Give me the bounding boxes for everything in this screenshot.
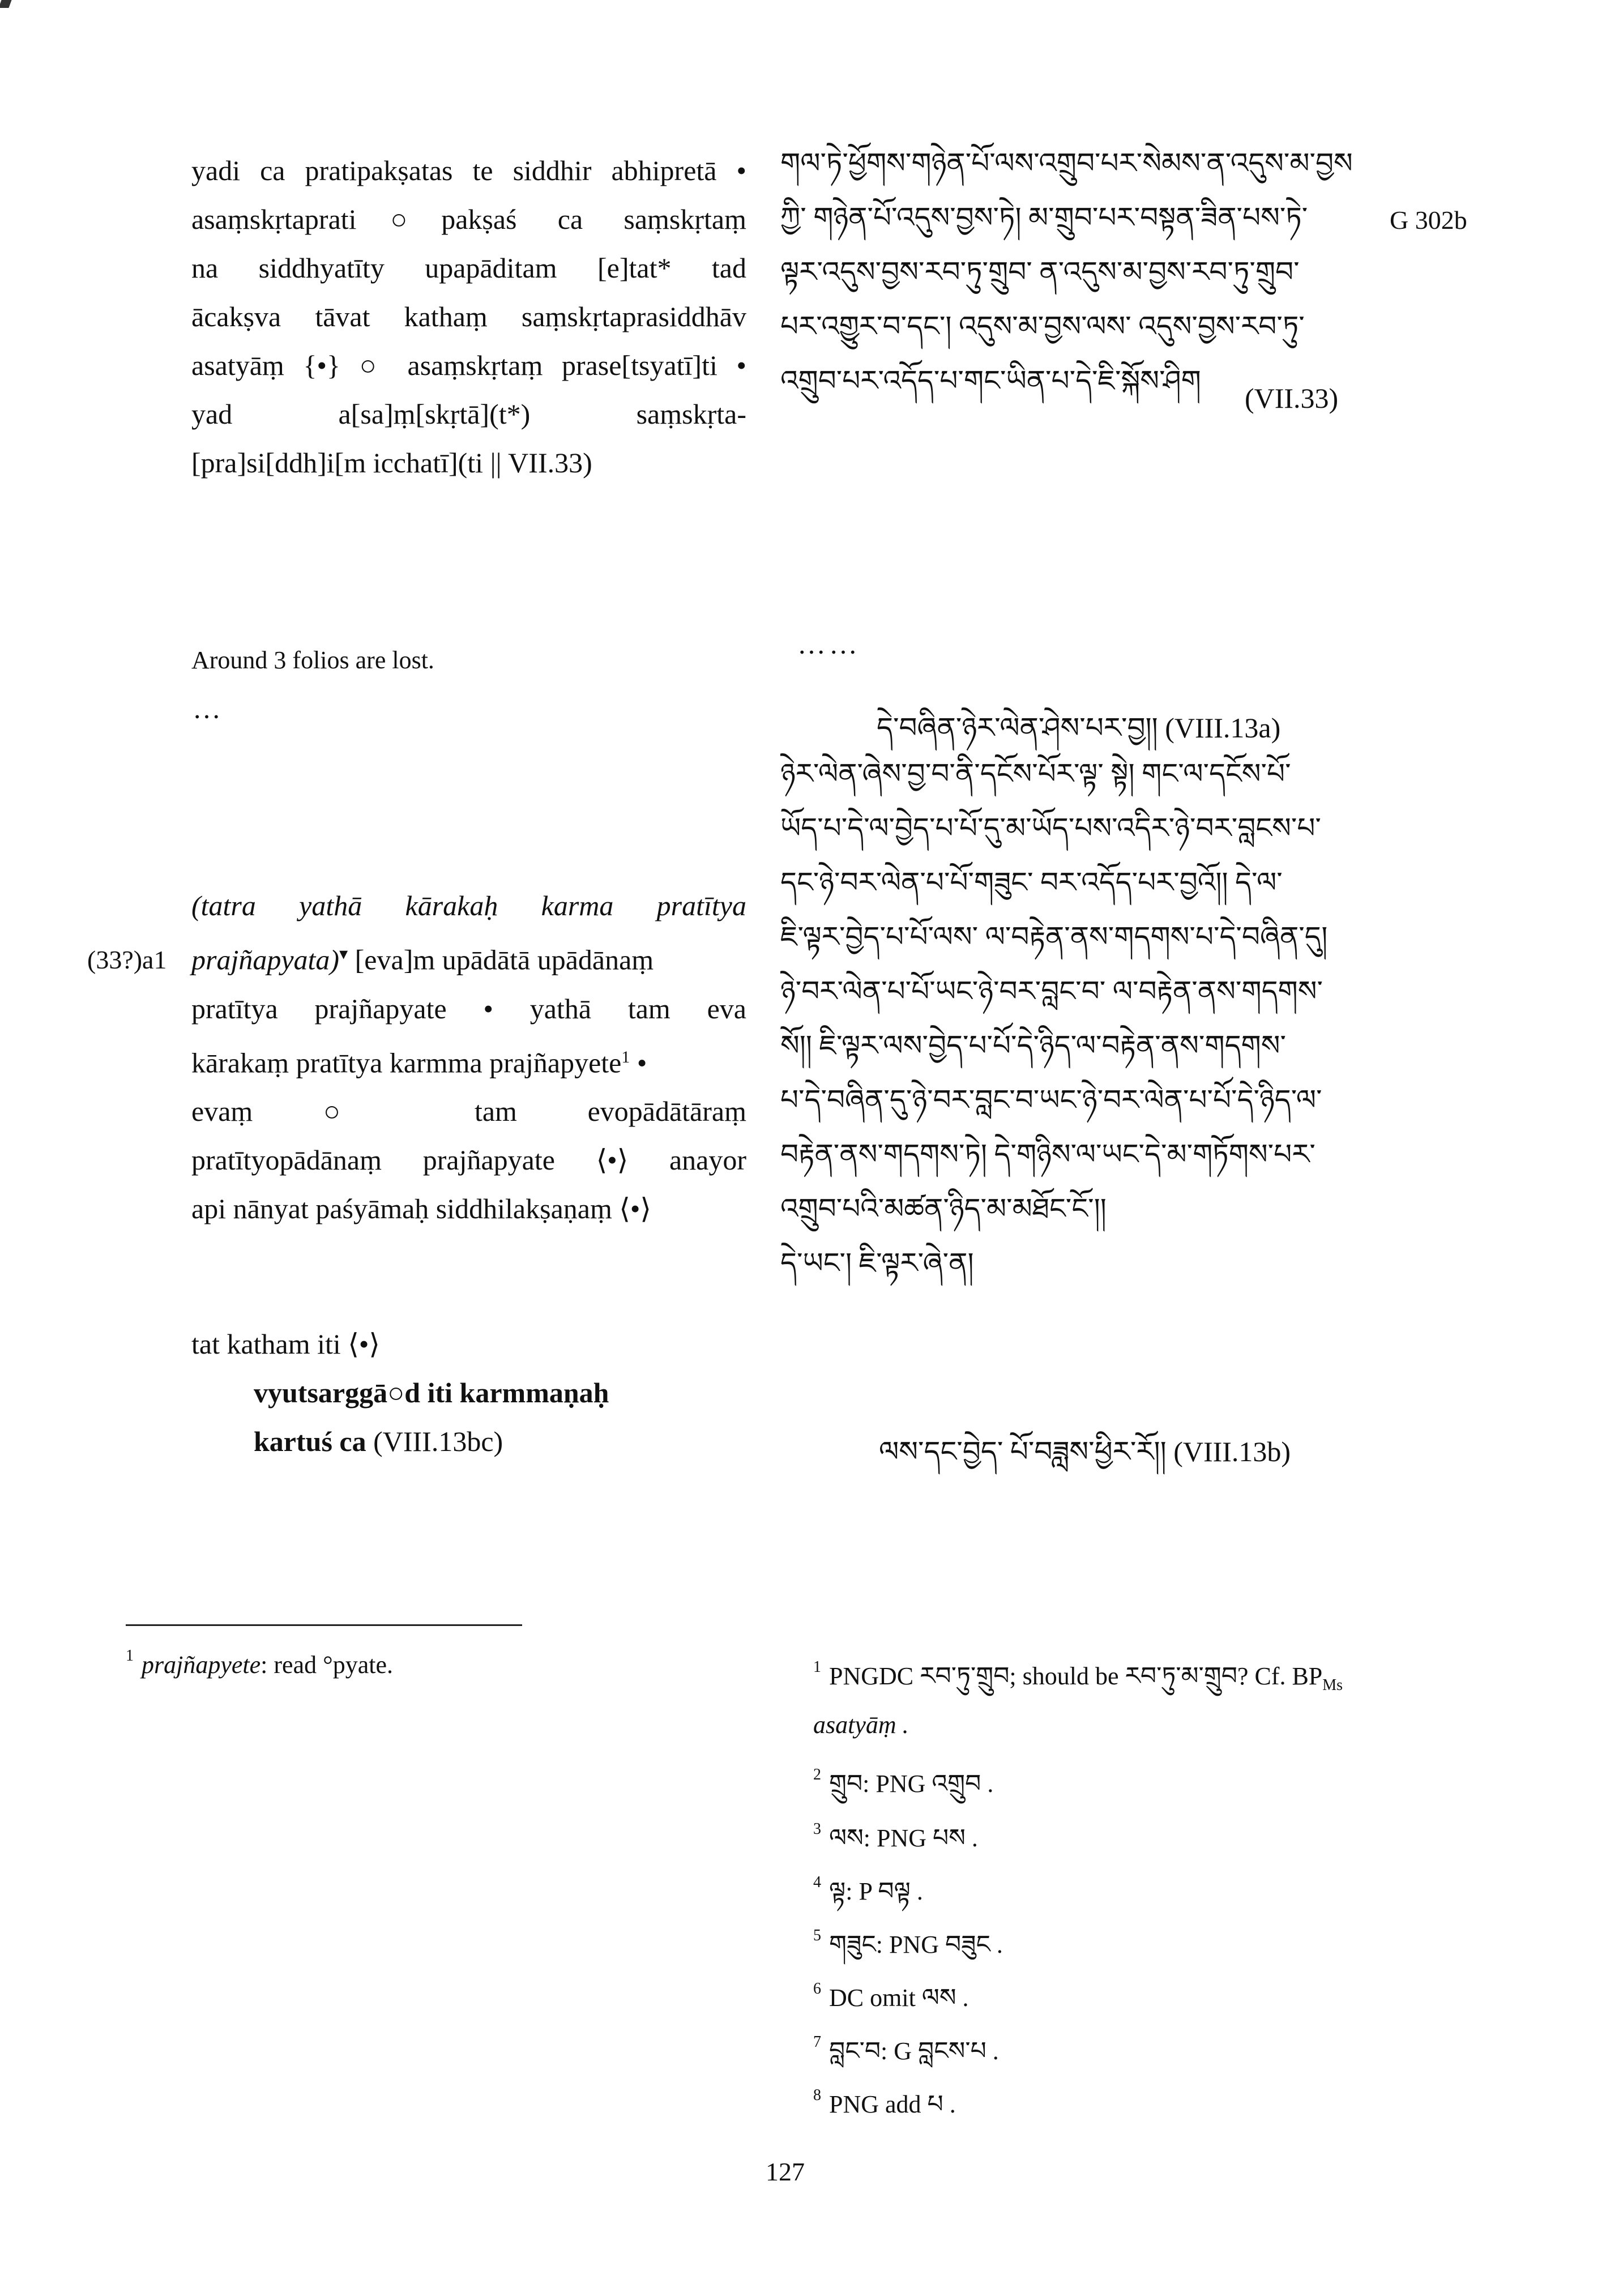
- footnote-number: 1: [813, 1658, 821, 1676]
- sanskrit-line: [191, 930, 746, 984]
- insertion-mark: ▾: [339, 945, 348, 963]
- sanskrit-line: (tatra yathā kārakaḥ karma pratītya: [191, 890, 746, 921]
- tibetan-line: པར་འགྱུར་བ་དང་། འདུས་མ་བྱས་ལས་ འདུས་བྱས་རབ་ཏུ་: [780, 310, 1305, 342]
- tibetan-line: འགྲུབ་པར་འདོད་པ་གང་ཡིན་པ་དེ་ཇི་སྐོས་ཤིག: [780, 365, 1201, 396]
- sanskrit-line: asatyāṃ {•} ○ asaṃskṛtaṃ prase[tsyatī]ti •: [191, 349, 746, 381]
- footnote-right: [813, 2076, 956, 2146]
- footnote-number: 4: [813, 1873, 821, 1891]
- footnote-number: 7: [813, 2033, 821, 2051]
- sanskrit-line: na siddhyatīty upapāditam [e]tat* tad: [191, 252, 746, 284]
- ellipsis-left: …: [193, 693, 224, 724]
- sanskrit-block-vii33: [191, 146, 746, 487]
- footnote-number: 3: [813, 1820, 821, 1838]
- sanskrit-verse-bold: kartuś ca: [254, 1426, 366, 1457]
- footnote-word: prajñapyete: [142, 1651, 261, 1679]
- footnote-text: PNGDC རབ་ཏུ་གྲུབ; should be རབ་ཏུ་མ་གྲུབ? Cf. BP: [829, 1662, 1323, 1690]
- sanskrit-line: api nānyat paśyāmaḥ siddhilakṣaṇaṃ ⟨•⟩: [191, 1193, 651, 1225]
- footnote-text: DC omit ལས .: [829, 1984, 969, 2012]
- ellipsis-right: ……: [797, 628, 861, 660]
- sanskrit-verse-line: vyutsarggā○d iti karmmaṇaḥ: [254, 1377, 609, 1409]
- tibetan-verse-viii13b: [879, 1420, 1291, 1500]
- sanskrit-verse-line: [191, 1417, 746, 1466]
- footnote-number: 1: [126, 1647, 134, 1665]
- footnote-right: [813, 1648, 1343, 1718]
- footnote-number: 2: [813, 1766, 821, 1783]
- footnote-text: བླང་བ: G བླངས་པ .: [829, 2037, 999, 2065]
- footnote-text: གཟུང: PNG བཟུང .: [829, 1931, 1003, 1958]
- sanskrit-line: asaṃskṛtaprati○pakṣaś ca saṃskṛtaṃ: [191, 203, 746, 235]
- sanskrit-line: pratītya prajñapyate • yathā tam eva: [191, 992, 746, 1025]
- folio-reference: G 302b: [1390, 206, 1467, 234]
- verse-ref: (VIII.13b): [1173, 1436, 1291, 1467]
- sanskrit-line: yadi ca pratipakṣatas te siddhir abhipretā •: [191, 155, 746, 186]
- footnote-number: 5: [813, 1927, 821, 1944]
- footnote-left: [126, 1647, 393, 1679]
- tibetan-verse-text: ལས་དང་བྱེད་ པོ་བཟླས་ཕྱིར་རོ།།: [879, 1436, 1167, 1467]
- sanskrit-text: [eva]m upādātā upādānaṃ: [348, 944, 654, 976]
- sanskrit-line: tat katham iti ⟨•⟩: [191, 1328, 380, 1360]
- footnote-number: 6: [813, 1980, 821, 1998]
- footnote-text: : read °pyate.: [260, 1651, 393, 1679]
- sanskrit-italic: prajñapyata): [191, 944, 340, 976]
- verse-ref: (VIII.13bc): [366, 1426, 503, 1457]
- tibetan-block-vii33: [780, 136, 1386, 425]
- tibetan-line: བརྟེན་ནས་གདགས་ཏེ། དེ་གཉིས་ལ་ཡང་དེ་མ་གཏོགས་པར་: [780, 1138, 1316, 1170]
- sanskrit-text: •: [630, 1047, 647, 1079]
- scan-corner-mark: [0, 0, 12, 8]
- sanskrit-text: kārakaṃ pratītya karmma prajñapyete: [191, 1047, 622, 1079]
- footnote-text: ལྟ: P བལྟ .: [829, 1877, 923, 1905]
- tibetan-line: ཉེ་བར་ལེན་པ་པོ་ཡང་ཉེ་བར་བླང་བ་ ལ་བརྟེན་ནས་གདགས་: [780, 975, 1323, 1007]
- sanskrit-line: [pra]si[ddh]i[m icchatī](ti || VII.33): [191, 447, 592, 479]
- sanskrit-line: yad a[sa]ṃ[skṛtā](t*) saṃskṛta-: [191, 398, 746, 430]
- tibetan-line: ཉེར་ལེན་ཞེས་བྱ་བ་ནི་དངོས་པོར་ལྟ་ སྟེ། གང་ལ་དངོས་པོ་: [780, 758, 1291, 789]
- tibetan-line: ཇི་ལྟར་བྱེད་པ་པོ་ལས་ ལ་བརྟེན་ནས་གདགས་པ་དེ་བཞིན་དུ།: [780, 921, 1328, 953]
- page-number: 127: [766, 2157, 805, 2186]
- footnote-text: གྲུབ: PNG འགྲུབ .: [829, 1770, 994, 1798]
- tibetan-line: ཀྱི་ གཉེན་པོ་འདུས་བྱས་ཏེ། མ་གྲུབ་པར་བསྟན་ཟིན་པས་ཏེ་: [780, 202, 1308, 233]
- manuscript-folio-label: (33?)a1: [87, 945, 167, 974]
- verse-ref: (VIII.13a): [1165, 712, 1281, 744]
- tibetan-line: དང་ཉེ་བར་ལེན་པ་པོ་གཟུང་ བར་འདོད་པར་བྱའོ།། དེ་ལ་: [780, 867, 1283, 898]
- verse-ref: (VII.33): [1245, 382, 1339, 414]
- sanskrit-block-viii13: [191, 881, 746, 1233]
- tibetan-line: འགྲུབ་པའི་མཚན་ཉིད་མ་མཐོང་ངོ་།།: [780, 1193, 1107, 1224]
- tibetan-verse-text: དེ་བཞིན་ཉེར་ལེན་ཤེས་པར་བྱ།།: [877, 712, 1158, 744]
- tibetan-line: ལྟར་འདུས་བྱས་རབ་ཏུ་གྲུབ་ ན་འདུས་མ་བྱས་རབ་ཏུ་གྲུབ་: [780, 256, 1300, 288]
- footnote-subscript: Ms: [1322, 1676, 1343, 1694]
- sanskrit-line: pratītyopādānaṃ prajñapyate ⟨•⟩ anayor: [191, 1144, 746, 1176]
- lost-folios-note: Around 3 folios are lost.: [191, 646, 434, 674]
- footnote-rule: [126, 1624, 522, 1626]
- tibetan-line: སོ།། ཇི་ལྟར་ལས་བྱེད་པ་པོ་དེ་ཉིད་ལ་བརྟེན་ནས་གདགས་: [780, 1030, 1286, 1061]
- footnote-ref: 1: [621, 1047, 630, 1066]
- footnote-text: ལས: PNG པས .: [829, 1824, 978, 1852]
- sanskrit-verse-viii13bc: [191, 1320, 746, 1466]
- tibetan-line: པ་དེ་བཞིན་དུ་ཉེ་བར་བླང་བ་ཡང་ཉེ་བར་ལེན་པ་པོ་དེ་ཉིད་ལ་: [780, 1084, 1322, 1116]
- sanskrit-line: [191, 1033, 746, 1087]
- footnote-continuation: asatyāṃ .: [813, 1711, 909, 1739]
- tibetan-line: དེ་ཡང་། ཇི་ལྟར་ཞེ་ན།: [780, 1247, 974, 1279]
- sanskrit-line: evaṃ ○ tam evopādātāraṃ: [191, 1095, 746, 1128]
- tibetan-line: གལ་ཏེ་ཕྱོགས་གཉེན་པོ་ལས་འགྲུབ་པར་སེམས་ན་འདུས་མ་བྱས: [780, 147, 1353, 179]
- tibetan-line: ཡོད་པ་དེ་ལ་བྱེད་པ་པོ་དུ་མ་ཡོད་པས་འདིར་ཉེ་བར་བླངས་པ་: [780, 812, 1321, 844]
- sanskrit-line: ācakṣva tāvat kathaṃ saṃskṛtaprasiddhāv: [191, 301, 746, 332]
- footnote-text: PNG add པ .: [829, 2090, 956, 2118]
- tibetan-block-viii13: [780, 746, 1392, 1290]
- footnote-number: 8: [813, 2086, 821, 2104]
